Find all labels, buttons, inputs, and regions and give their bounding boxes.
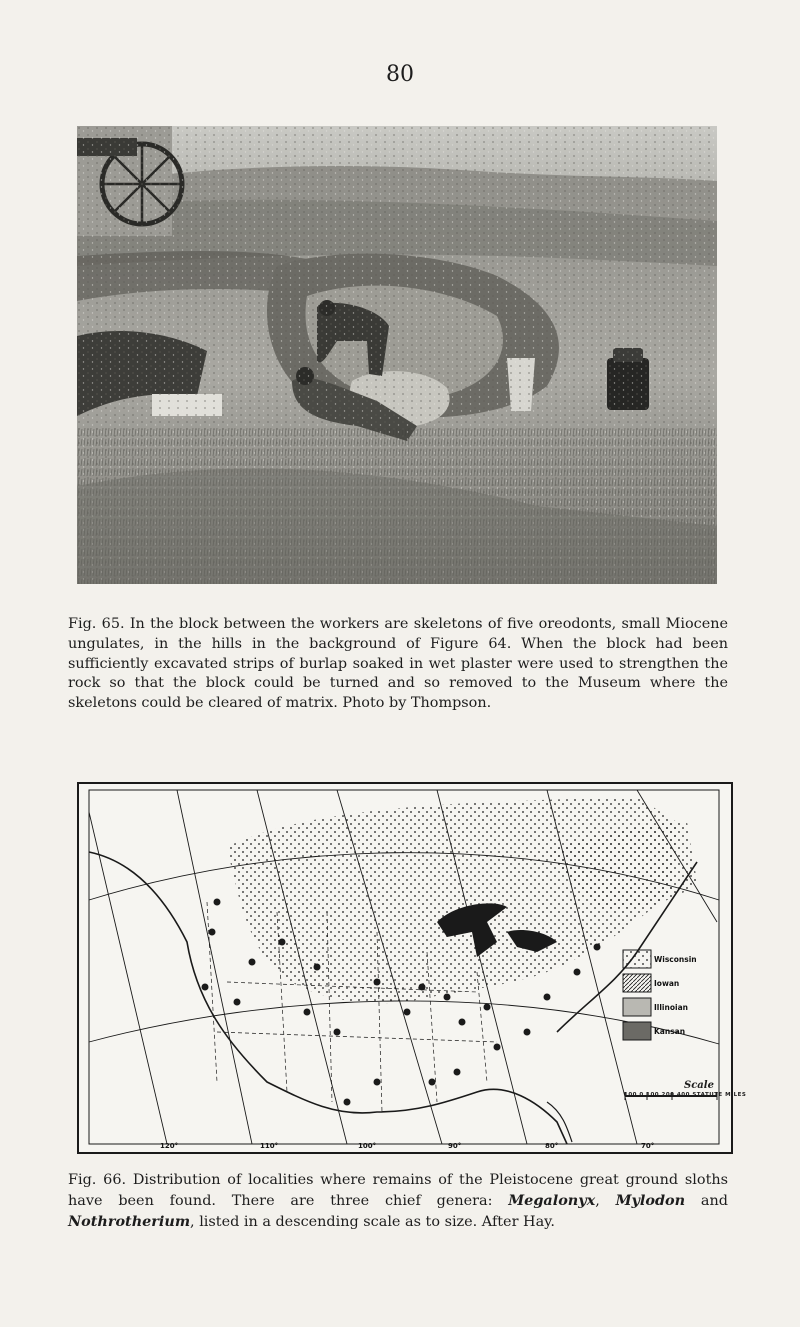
legend-wisconsin: Wisconsin (654, 955, 697, 964)
fig65-text: In the block between the workers are skeletons of five oreodonts, small Miocene ungulates, in the hills in the background of Figure 64. When the block had been sufficiently excavated strips of burlap soaked in wet plaster were used to strengthen the rock so that the block could be turned and so removed to the Museum where the skeletons could be cleared of matrix. Photo by Thompson. (68, 616, 728, 711)
legend-kansan: Kansan (654, 1027, 686, 1036)
page-number: 80 (386, 62, 414, 87)
fig66-text-b: , listed in a descending scale as to size. After Hay. (190, 1213, 555, 1230)
distribution-map (77, 782, 733, 1154)
legend-iowan: Iowan (654, 979, 680, 988)
fig66-sep2: and (685, 1192, 728, 1209)
genus-nothrotherium: Nothrotherium (68, 1212, 191, 1230)
longitude-80: 80° (545, 1142, 559, 1150)
fig65-caption (68, 615, 728, 713)
genus-mylodon: Mylodon (615, 1191, 686, 1209)
fig65-label: Fig. 65. (68, 616, 125, 633)
longitude-70: 70° (641, 1142, 655, 1150)
scale-text: 100 0 100 200 400 STATUTE MILES (624, 1092, 747, 1098)
fig66-sep1: , (595, 1192, 600, 1209)
legend-illinoian: Illinoian (654, 1003, 688, 1012)
longitude-90: 90° (448, 1142, 462, 1150)
longitude-110: 110° (260, 1142, 279, 1150)
fig66-label: Fig. 66. (68, 1172, 127, 1189)
fig66-caption (68, 1171, 728, 1232)
fig66-text-a: Distribution of localities where remains of the Pleistocene great ground sloths have been found. There are three chief genera: (68, 1172, 729, 1209)
excavation-photo (77, 126, 717, 584)
longitude-100: 100° (358, 1142, 377, 1150)
longitude-120: 120° (160, 1142, 179, 1150)
genus-megalonyx: Megalonyx (508, 1191, 596, 1209)
scale-title: Scale (684, 1080, 714, 1091)
